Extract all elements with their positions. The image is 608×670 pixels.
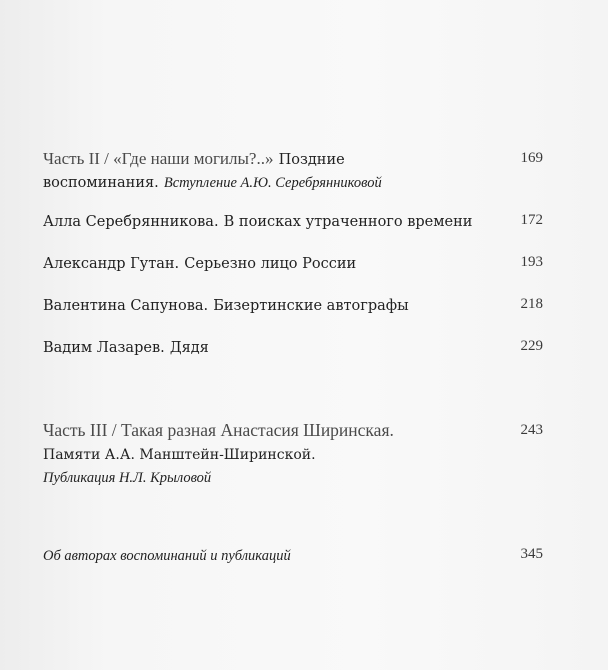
toc-part-2 xyxy=(43,148,543,194)
toc-part-3-line-1 xyxy=(43,418,543,443)
toc-part-3-line-2 xyxy=(43,443,543,466)
part-2-introduction: Вступление А.Ю. Серебрянниковой xyxy=(163,175,382,191)
entry-work: Серьезно лицо России xyxy=(184,256,357,272)
entry-work: Дядя xyxy=(169,340,209,356)
toc-entry xyxy=(43,336,543,359)
part-2-page-number: 169 xyxy=(520,150,543,166)
toc-entry-line xyxy=(43,294,543,317)
toc-about-authors-line xyxy=(43,544,543,567)
entry-author: Александр Гутан. xyxy=(43,256,180,272)
toc-entry xyxy=(43,294,543,317)
entry-work: Бизертинские автографы xyxy=(213,298,409,314)
entry-work: В поисках утраченного времени xyxy=(223,214,473,230)
part-3-publication: Публикация Н.Л. Крыловой xyxy=(43,470,212,486)
part-2-title: Часть II / «Где наши могилы?..» xyxy=(43,149,274,168)
toc-entry-line xyxy=(43,210,543,233)
entry-page-number: 218 xyxy=(520,296,543,312)
toc-about-authors xyxy=(43,544,543,567)
entry-page-number: 172 xyxy=(520,212,543,228)
entry-page-number: 193 xyxy=(520,254,543,270)
entry-author: Валентина Сапунова. xyxy=(43,298,209,314)
toc-entry-line xyxy=(43,336,543,359)
part-3-page-number: 243 xyxy=(520,422,543,438)
part-3-title: Часть III / Такая разная Анастасия Ширинская. xyxy=(43,420,394,440)
entry-page-number: 229 xyxy=(520,338,543,354)
toc-entry-line xyxy=(43,252,543,275)
part-2-subtitle: воспоминания. xyxy=(43,175,159,191)
about-authors-label: Об авторах воспоминаний и публикаций xyxy=(43,548,291,564)
part-3-subtitle: Памяти А.А. Манштейн-Ширинской. xyxy=(43,447,316,463)
entry-author: Алла Серебрянникова. xyxy=(43,214,219,230)
toc-entry xyxy=(43,210,543,233)
entry-author: Вадим Лазарев. xyxy=(43,340,165,356)
toc-entry xyxy=(43,252,543,275)
about-authors-page-number: 345 xyxy=(520,546,543,562)
toc-part-2-line-2 xyxy=(43,171,543,194)
toc-part-2-line-1 xyxy=(43,148,543,171)
toc-part-3 xyxy=(43,418,543,489)
part-2-title-cont: Поздние xyxy=(278,152,345,168)
toc-part-3-line-3 xyxy=(43,466,543,489)
